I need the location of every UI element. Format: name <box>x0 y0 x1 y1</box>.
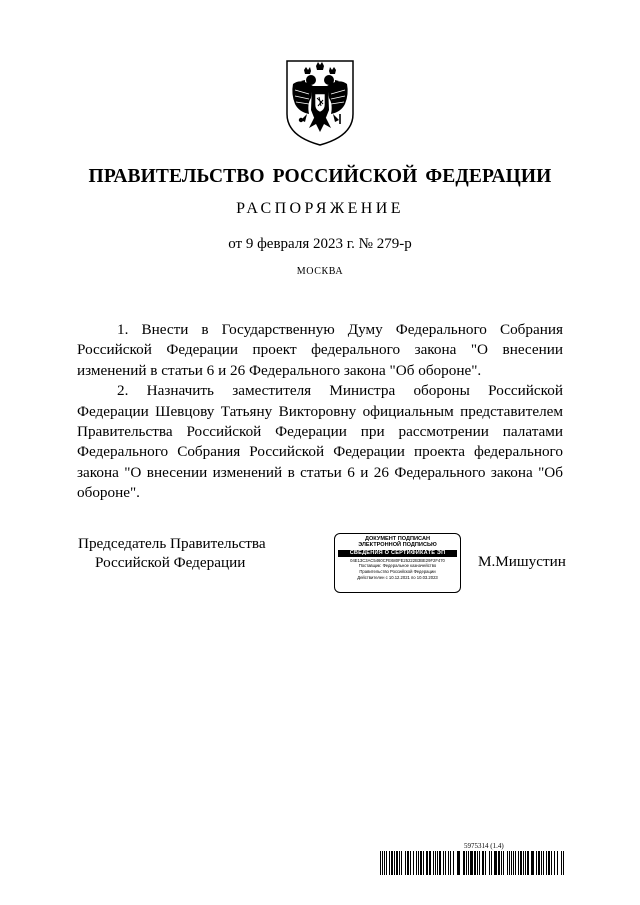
signer-position-line2: Российской Федерации <box>95 554 246 571</box>
document-date-number: от 9 февраля 2023 г. № 279-р <box>228 236 412 252</box>
document-code: 5975314 (1.4) <box>464 842 504 850</box>
electronic-signature-stamp <box>334 533 461 593</box>
government-title: ПРАВИТЕЛЬСТВО РОССИЙСКОЙ ФЕДЕРАЦИИ <box>88 166 552 187</box>
stamp-serial: 04E13C3AC5460CFE680FE25222B3BE29F2F470 <box>350 557 445 563</box>
stamp-heading-line2: ЭЛЕКТРОННОЙ ПОДПИСЬЮ <box>358 542 437 549</box>
signer-position-line1: Председатель Правительства <box>78 535 266 552</box>
document-body <box>77 320 563 504</box>
signer-position <box>78 534 266 572</box>
document-city: МОСКВА <box>296 266 344 277</box>
paragraph-1: 1. Внести в Государственную Думу Федерального Собрания Российской Федерации проект федерального закона "О внесении изменений в статьи 6 и 26 Федерального закона "Об обороне". <box>77 321 563 379</box>
stamp-owner: Правительство Российской Федерации <box>359 569 436 574</box>
stamp-heading-line1: ДОКУМЕНТ ПОДПИСАН <box>364 536 431 542</box>
russian-coat-of-arms-icon <box>283 58 357 148</box>
signer-name: М.Мишустин <box>478 553 566 570</box>
stamp-heading <box>335 536 460 549</box>
stamp-certificate-title: СВЕДЕНИЯ О СЕРТИФИКАТЕ ЭП <box>338 550 457 557</box>
document-type: РАСПОРЯЖЕНИЕ <box>236 200 404 217</box>
stamp-validity: Действителен с 10.12.2021 по 10.03.2023 <box>357 574 438 580</box>
stamp-issuer: Поставщик: Федеральное казначейство <box>358 563 437 569</box>
barcode-icon <box>380 851 564 875</box>
paragraph-2: 2. Назначить заместителя Министра обороны Российской Федерации Шевцову Татьяну Викторовну официальным представителем Правительства Российской Федерации при рассмотрении палатами Федерального Собрания Российской Федерации проекта федерального закона "О внесении изменений в статьи 6 и 26 Федерального закона "Об обороне". <box>77 382 563 502</box>
